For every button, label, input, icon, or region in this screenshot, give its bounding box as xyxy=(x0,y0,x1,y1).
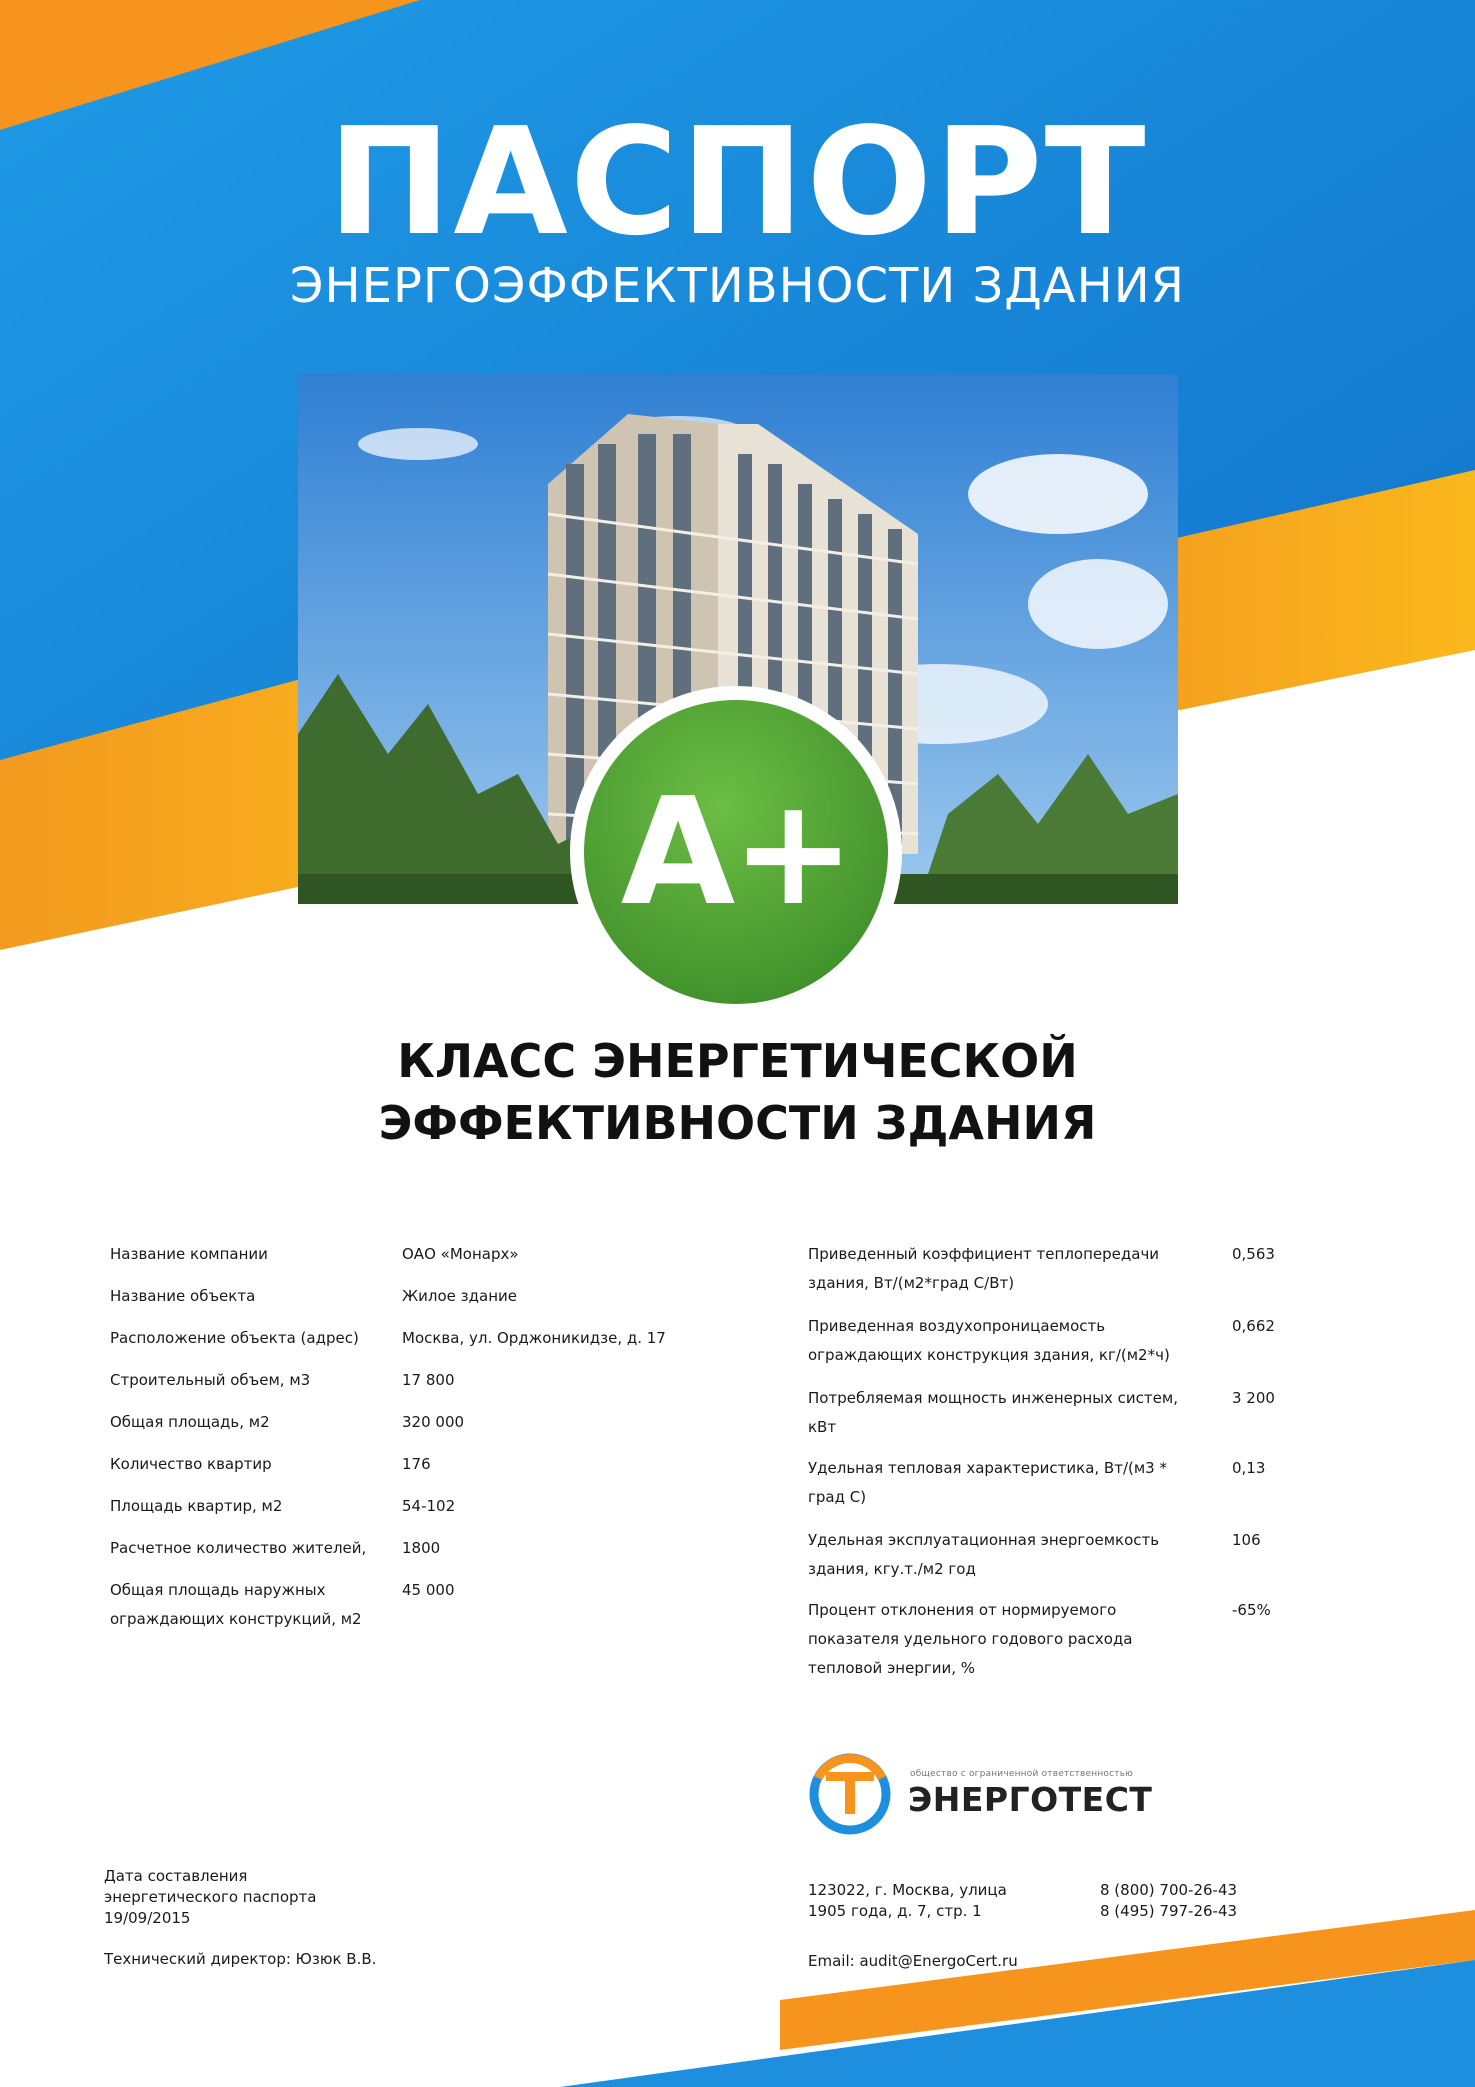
energy-label: Удельная эксплуатационная энергоемкость здания, кгу.т./м2 год xyxy=(808,1531,1160,1578)
energy-value: 0,13 xyxy=(1232,1459,1266,1477)
company-caption: общество с ограниченной ответственностью xyxy=(910,1769,1133,1779)
info-label: Расположение объекта (адрес) xyxy=(110,1329,359,1347)
page-subtitle: ЭНЕРГОЭФФЕКТИВНОСТИ ЗДАНИЯ xyxy=(290,258,1185,314)
energy-value: 0,563 xyxy=(1232,1245,1275,1263)
info-label: Общая площадь, м2 xyxy=(110,1413,270,1431)
info-value: Москва, ул. Орджоникидзе, д. 17 xyxy=(402,1329,666,1347)
company-phones xyxy=(1100,1880,1237,1922)
class-title xyxy=(0,1030,1475,1154)
energy-class-label: A+ xyxy=(620,766,852,938)
energy-label: Удельная тепловая характеристика, Вт/(м3 * град С) xyxy=(808,1459,1167,1506)
energy-value: -65% xyxy=(1232,1601,1271,1619)
energy-value: 0,662 xyxy=(1232,1317,1275,1335)
info-value: 320 000 xyxy=(402,1413,465,1431)
date-value: 19/09/2015 xyxy=(104,1909,191,1927)
company-email[interactable]: Email: audit@EnergoCert.ru xyxy=(808,1952,1018,1970)
energy-label: Процент отклонения от нормируемого показателя удельного годового расхода тепловой энергии, % xyxy=(808,1601,1133,1677)
info-value: 54-102 xyxy=(402,1497,456,1515)
info-label: Расчетное количество жителей, xyxy=(110,1539,367,1557)
company-address xyxy=(808,1880,1007,1922)
info-label: Название объекта xyxy=(110,1287,256,1305)
energy-label: Потребляемая мощность инженерных систем, кВт xyxy=(808,1389,1178,1436)
info-label: Строительный объем, м3 xyxy=(110,1371,311,1389)
info-value: 1800 xyxy=(402,1539,441,1557)
info-value: 45 000 xyxy=(402,1581,455,1599)
info-value: 176 xyxy=(402,1455,431,1473)
info-label: Площадь квартир, м2 xyxy=(110,1497,283,1515)
phone-2[interactable]: 8 (495) 797-26-43 xyxy=(1100,1902,1238,1920)
company-name: ЭНЕРГОТЕСТ xyxy=(908,1780,1153,1819)
info-value: 17 800 xyxy=(402,1371,455,1389)
info-value: ОАО «Монарх» xyxy=(402,1245,519,1263)
info-value: Жилое здание xyxy=(402,1287,517,1305)
energy-label: Приведенный коэффициент теплопередачи здания, Вт/(м2*град С/Вт) xyxy=(808,1245,1160,1292)
date-label-line1: Дата составления xyxy=(104,1867,248,1885)
info-label: Количество квартир xyxy=(110,1455,272,1473)
info-label: Название компании xyxy=(110,1245,268,1263)
address-line1: 123022, г. Москва, улица xyxy=(808,1881,1007,1899)
energy-value: 106 xyxy=(1232,1531,1261,1549)
energy-value: 3 200 xyxy=(1232,1389,1275,1407)
info-label: Общая площадь наружных ограждающих конструкций, м2 xyxy=(110,1581,362,1628)
passport-date-block xyxy=(104,1866,316,1929)
director: Технический директор: Юзюк В.В. xyxy=(104,1950,377,1968)
page-title: ПАСПОРТ xyxy=(327,96,1148,268)
class-title-line2: ЭФФЕКТИВНОСТИ ЗДАНИЯ xyxy=(378,1096,1097,1150)
date-label-line2: энергетического паспорта xyxy=(104,1888,317,1906)
class-title-line1: КЛАСС ЭНЕРГЕТИЧЕСКОЙ xyxy=(397,1034,1078,1088)
energy-label: Приведенная воздухопроницаемость ограждающих конструкция здания, кг/(м2*ч) xyxy=(808,1317,1170,1364)
energotest-logo-icon xyxy=(806,1748,894,1836)
address-line2: 1905 года, д. 7, стр. 1 xyxy=(808,1902,982,1920)
phone-1[interactable]: 8 (800) 700-26-43 xyxy=(1100,1881,1238,1899)
